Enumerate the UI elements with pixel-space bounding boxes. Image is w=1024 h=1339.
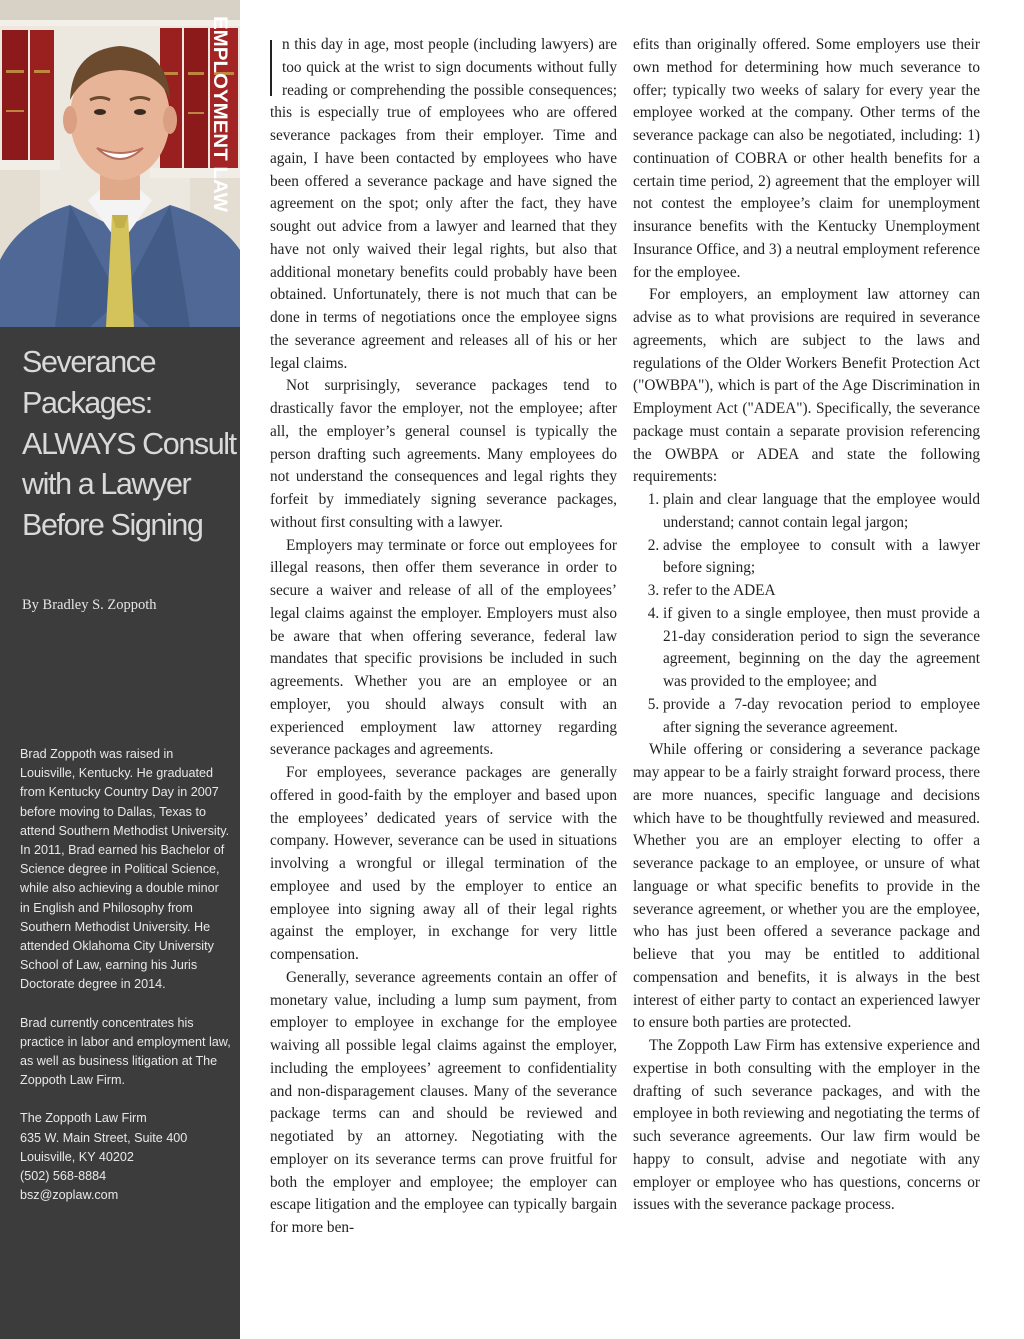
article-paragraph: For employees, severance packages are generally offered in good-faith by the employer and based upon the employees’ dedicated years of service with the company. However, severance can be used in situations involving a wrongful or illegal termination of the employee and used by the employer to entice an employee into signing away all of their legal rights against the employer, in exchange for very little compensation. xyxy=(270,764,617,963)
article-paragraph: The Zoppoth Law Firm has extensive experience and expertise in both consulting with the employer in the drafting of such severance packages, and with the employee in both reviewing and negotiating the terms of such severance agreements. Our law firm would be happy to consult, advise and negotiate with any employer or employee who has questions, concerns or issues with the severance package process. xyxy=(633,1037,980,1214)
firm-name: The Zoppoth Law Firm xyxy=(20,1111,147,1126)
drop-cap xyxy=(270,40,276,96)
requirements-list xyxy=(633,489,980,739)
list-item: 3. refer to the ADEA xyxy=(663,580,980,603)
article-paragraph: For employers, an employment law attorney can advise as to what provisions are required in severance agreements, which are subject to the laws and regulations of the Older Workers Benefit Protection Act ("OWBPA"), which is part of the Age Discrimination in Employment Act ("ADEA"). Specifically, the severance package must contain a separate provision referencing the OWBPA or ADEA and state the following requirements: xyxy=(633,286,980,486)
email-address: bsz@zoplaw.com xyxy=(20,1188,119,1203)
list-item: 2. advise the employee to consult with a lawyer before signing; xyxy=(663,535,980,581)
article-title: Severance Packages: ALWAYS Consult with a Lawyer Before Signing xyxy=(22,345,236,543)
article-column-1 xyxy=(270,34,617,1240)
address-line: 635 W. Main Street, Suite 400 xyxy=(20,1130,188,1145)
sidebar xyxy=(0,0,240,1339)
contact-block xyxy=(20,1109,232,1205)
byline: By Bradley S. Zoppoth xyxy=(22,597,157,613)
list-item: 5. provide a 7-day revocation period to employee after signing the severance agreement. xyxy=(663,694,980,740)
bio-paragraph: Brad currently concentrates his practice in labor and employment law, as well as business litigation at The Zoppoth Law Firm. xyxy=(20,1015,231,1088)
article-paragraph: Employers may terminate or force out employees for illegal reasons, then offer them severance in order to secure a waiver and release of all of the employees’ legal claims against the employer. Employers must also be aware that when offering severance, federal law mandates that specific provisions be included in such agreements. Whether you are an employee or an employer, you should always consult with an experienced employment law attorney regarding severance packages and agreements. xyxy=(270,536,617,759)
list-item: 1. plain and clear language that the employee would understand; cannot contain legal jargon; xyxy=(663,489,980,535)
article-column-2 xyxy=(633,34,980,1217)
article-paragraph xyxy=(270,34,617,375)
article-paragraph: While offering or considering a severance package may appear to be a fairly straight forward process, there are more nuances, specific language and decisions which have to be thoughtfully reviewed and measured. Whether you are an employer electing to offer a severance package to an employee, or unsure of what language or what specific benefits to provide in the severance agreement, or whether you are the employee, who has just been offered a severance package and believe that you may be entitled to additional compensation and benefits, it is always in the best interest of either party to contact an experienced lawyer to ensure both parties are protected. xyxy=(633,741,980,1032)
article-paragraph: Generally, severance agreements contain an offer of monetary value, including a lump sum payment, from employer to employee in exchange for the employee waiving all possible legal claims against the employer, including the employees’ agreement to confidentiality and non-disparagement clauses. Many of the severance package terms can and should be reviewed and negotiated by an attorney. Negotiating with the employer on its severance terms can prove fruitful for both the employer and employee; the employer can escape litigation and the employee can typically bargain for more ben- xyxy=(270,968,617,1236)
bio-paragraph: Brad Zoppoth was raised in Louisville, Kentucky. He graduated from Kentucky Country Day in 2007 before moving to Dallas, Texas to attend Southern Methodist University. In 2011, Brad earned his Bachelor of Science degree in Political Science, while also achieving a double minor in English and Philosophy from Southern Methodist University. He attended Oklahoma City University School of Law, earning his Juris Doctorate degree in 2014. xyxy=(20,747,230,992)
author-photo xyxy=(0,0,240,327)
author-bio xyxy=(20,745,232,1205)
article-paragraph: efits than originally offered. Some employers use their own method for determining how much severance to offer; typically two weeks of salary for every year the employee worked at the company. Other terms of the severance package can also be negotiated, including: 1) continuation of COBRA or other health benefits for a certain time period, 2) agreement that the employer will not contest the employee’s claim for unemployment insurance benefits with the Kentucky Unemployment Insurance Office, and 3) a neutral employment reference for the employee. xyxy=(633,36,980,281)
phone-number: (502) 568-8884 xyxy=(20,1169,107,1184)
article-paragraph: Not surprisingly, severance packages tend to drastically favor the employer, not the employee; after all, the employer’s general counsel is typically the person drafting such agreements. Many employees do not understand the consequences and legal rights they forfeit by immediately signing severance packages, without first consulting with a lawyer. xyxy=(270,377,617,531)
article-paragraph-text: n this day in age, most people (including lawyers) are too quick at the wrist to sign documents without fully reading or comprehending the possible consequences; this is especially true of employees who are offered severance packages from their employer. Time and again, I have been contacted by employees who have been offered a severance package and have signed the agreement on the spot; only after the fact, they have sought out advice from a lawyer and learned that they have not only waived their legal rights, but also that additional monetary benefits could probably have been obtained. Unfortunately, there is not much that can be done in terms of negotiations once the employee signs the severance agreement and releases all of his or her legal claims. xyxy=(270,36,617,372)
section-tag-text: EMPLOYMENT LAW xyxy=(209,16,230,198)
section-tag xyxy=(206,12,236,212)
list-item: 4. if given to a single employee, then must provide a 21-day consideration period to sign the severance agreement, beginning on the day the agreement was provided to the employee; and xyxy=(663,603,980,694)
address-line: Louisville, KY 40202 xyxy=(20,1149,134,1164)
